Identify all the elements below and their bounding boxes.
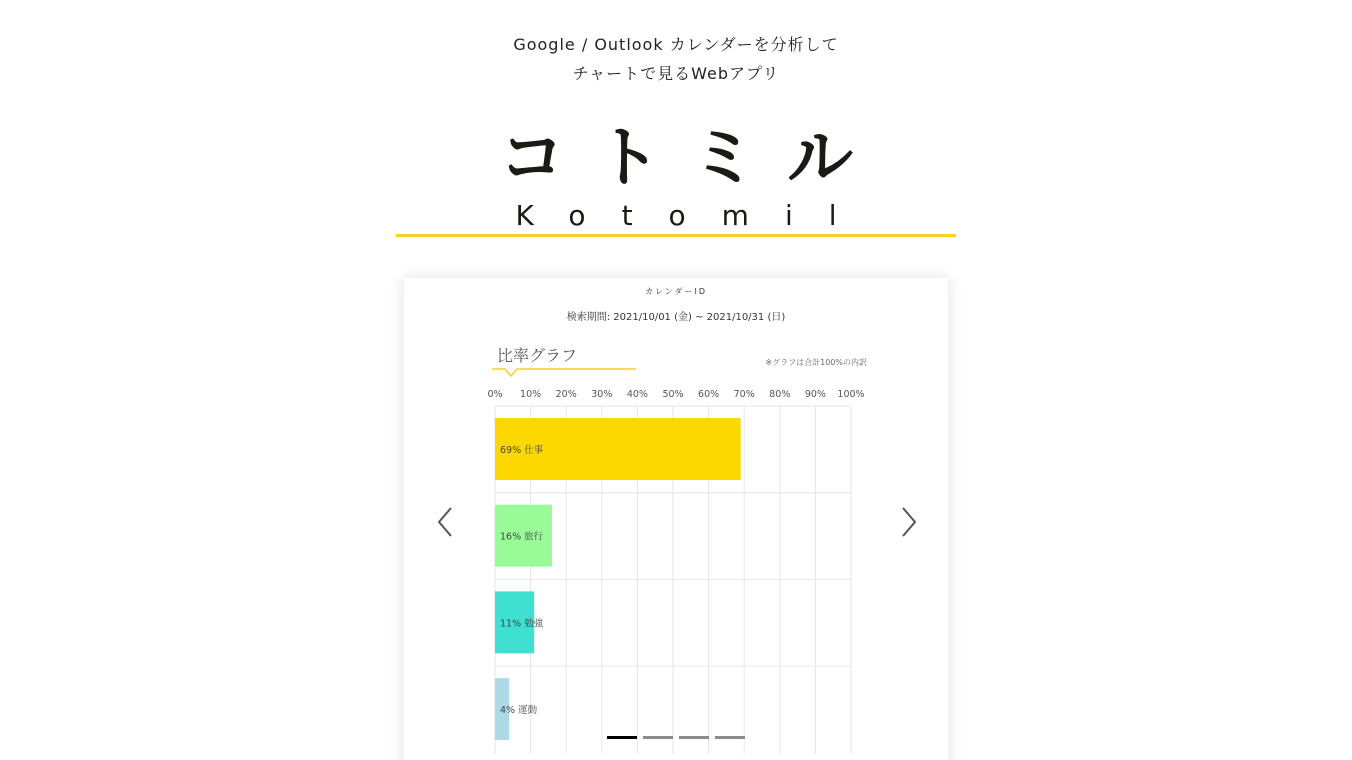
x-tick-label: 70% — [733, 389, 755, 400]
prev-slide-button[interactable] — [436, 506, 456, 538]
search-period: 検索期間: 2021/10/01 (金) ~ 2021/10/31 (日) — [566, 312, 786, 323]
x-tick-label: 80% — [769, 389, 791, 400]
chart-note: ※グラフは合計100%の内訳 — [765, 358, 867, 367]
x-tick-label: 20% — [555, 389, 577, 400]
tagline-line-1: Google / Outlook カレンダーを分析して — [513, 35, 839, 54]
x-tick-label: 90% — [804, 389, 826, 400]
x-tick-label: 40% — [626, 389, 648, 400]
chevron-left-icon — [436, 506, 456, 538]
bar-label: 69% 仕事 — [500, 445, 544, 456]
ratio-chart — [478, 338, 878, 758]
tagline-line-2: チャートで見るWebアプリ — [572, 64, 780, 83]
pagination-dot[interactable] — [643, 736, 673, 739]
pagination-dot[interactable] — [715, 736, 745, 739]
pagination-dot[interactable] — [607, 736, 637, 739]
logo-underline — [396, 234, 956, 237]
x-tick-label: 50% — [662, 389, 684, 400]
bar-label: 16% 旅行 — [500, 531, 544, 543]
logo-japanese: コトミル — [499, 119, 883, 196]
x-tick-label: 10% — [520, 389, 542, 400]
x-tick-label: 0% — [487, 389, 503, 400]
carousel-pagination — [607, 736, 745, 739]
x-tick-label: 60% — [698, 389, 720, 400]
tagline — [0, 30, 1352, 88]
bar-label: 11% 勉強 — [500, 618, 544, 630]
bar-label: 4% 運動 — [500, 705, 538, 717]
calendar-id-label: カレンダーID — [645, 287, 707, 296]
logo-english: Kotomil — [515, 199, 873, 232]
chart-title: 比率グラフ — [497, 346, 578, 365]
next-slide-button[interactable] — [898, 506, 918, 538]
x-tick-label: 30% — [591, 389, 613, 400]
chart-title-underline — [492, 369, 636, 376]
x-tick-label: 100% — [837, 389, 865, 400]
chevron-right-icon — [898, 506, 918, 538]
pagination-dot[interactable] — [679, 736, 709, 739]
